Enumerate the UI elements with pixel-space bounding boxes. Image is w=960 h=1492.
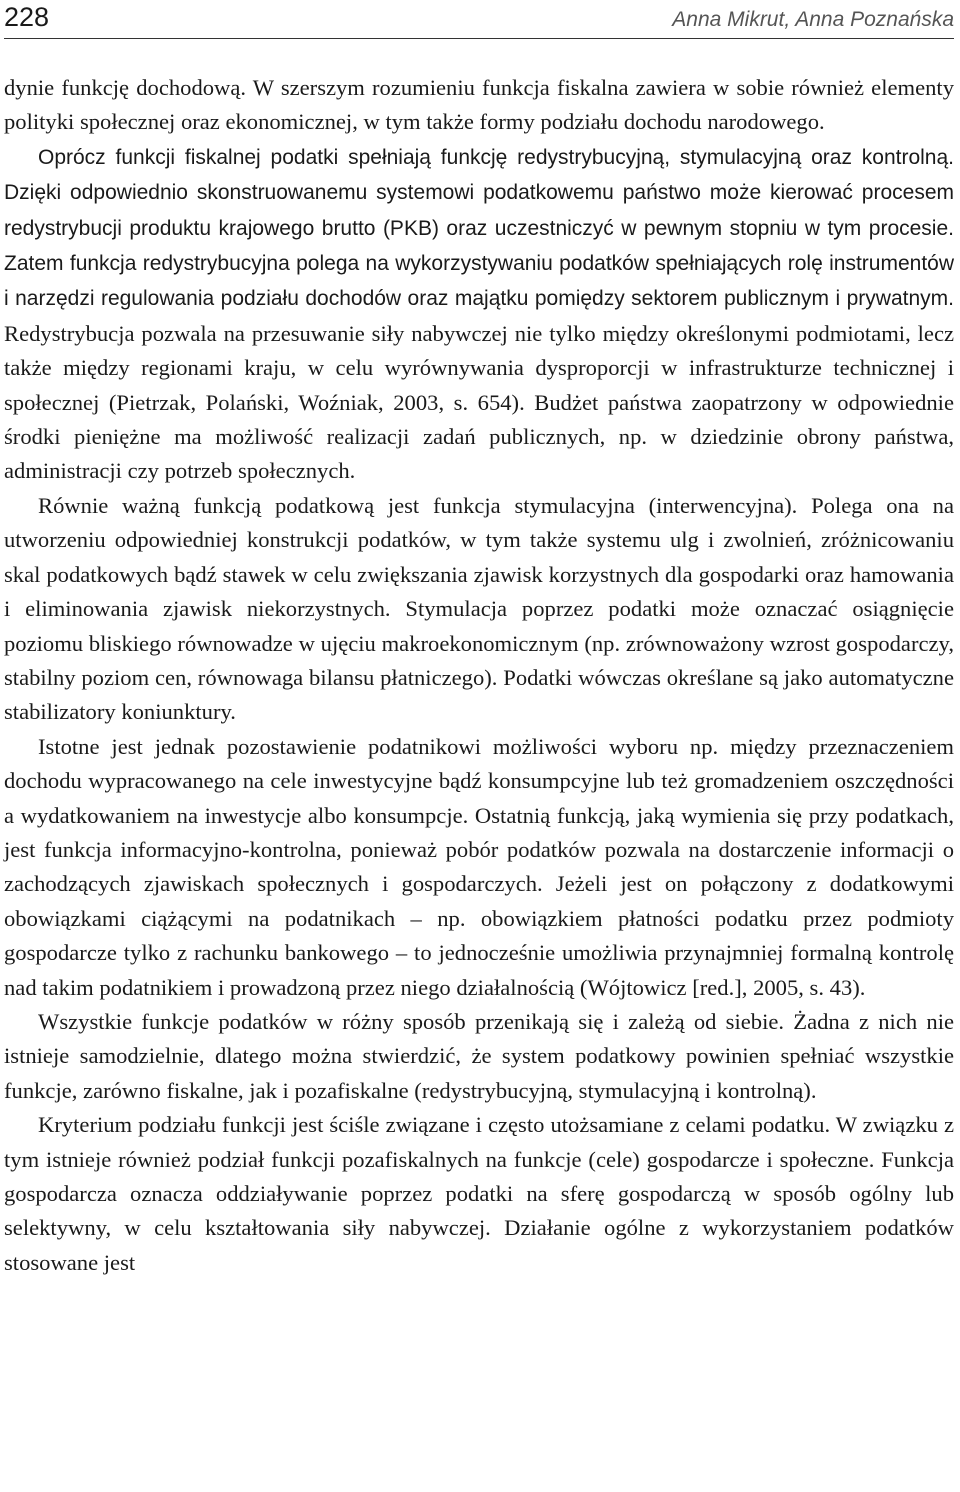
running-header-authors: Anna Mikrut, Anna Poznańska — [672, 8, 954, 31]
paragraph — [4, 140, 954, 489]
sentence: dynie funkcję dochodową. W szerszym rozumieniu funkcja fiskalna zawiera w sobie również elementy polityki społecznej oraz ekonomicznej, w tym także formy podziału dochodu narodowego. — [4, 75, 954, 135]
paragraph — [4, 1005, 954, 1108]
paragraph — [4, 71, 954, 140]
paragraph — [4, 730, 954, 1005]
sentence: Oprócz funkcji fiskalnej podatki spełniają funkcję redystrybucyjną, stymulacyjną oraz kontrolną. — [38, 145, 954, 169]
sentence: Zatem funkcja redystrybucyjna polega na wykorzystywaniu podatków spełniających rolę instrumentów i narzędzi regulowania podziału dochodów oraz majątku pomiędzy sektorem publicznym i prywatnym. — [4, 252, 954, 311]
page-number: 228 — [4, 2, 50, 32]
sentence: Istotne jest jednak pozostawienie podatnikowi możliwości wyboru np. między przeznaczeniem dochodu wypracowanego na cele inwestycyjne bądź konsumpcyjne lub też gromadzeniem oszczędności a wydatkowaniem na inwestycje albo konsumpcje. Ostatnią funkcją, jaką wymienia się przy podatkach, jest funkcja informacyjno-kontrolna, ponieważ pobór podatków pozwala na dostarczenie informacji o zachodzących zjawiskach społecznych i gospodarczych. Jeżeli jest on połączony z dodatkowymi obowiązkami ciążącymi na podatnikach – np. obowiązkiem płatności podatku przez podmioty gospodarcze tylko z rachunku bankowego – to jednocześnie umożliwia przynajmniej formalną kontrolę nad takim podatnikiem i prowadzoną przez niego działalnością (Wójtowicz [red.], 2005, s. 43). — [4, 733, 954, 1000]
sentence: Wszystkie funkcje podatków w różny sposób przenikają się i zależą od siebie. Żadna z nich nie istnieje samodzielnie, dlatego można stwierdzić, że system podatkowy powinien spełniać wszystkie funkcje, zarówno fiskalne, jak i pozafiskalne (redystrybucyjną, stymulacyjną i kontrolną). — [4, 1008, 954, 1103]
sentence: Dzięki odpowiednio skonstruowanemu systemowi podatkowemu państwo może kierować procesem redystrybucji produktu krajowego brutto (PKB) oraz uczestniczyć w pewnym stopniu w tym procesie. — [4, 181, 954, 240]
sentence: Redystrybucja pozwala na przesuwanie siły nabywczej nie tylko między określonymi podmiotami, lecz także między regionami kraju, w celu wyrównywania dysproporcji w infrastrukturze technicznej i społecznej (Pietrzak, Polański, Woźniak, 2003, s. 654). Budżet państwa zaopatrzony w odpowiednie środki pieniężne ma możliwość realizacji zadań publicznych, np. w dziedzinie obrony państwa, administracji czy potrzeb społecznych. — [4, 320, 954, 484]
paragraph — [4, 489, 954, 730]
sentence: Równie ważną funkcją podatkową jest funkcja stymulacyjna (interwencyjna). Polega ona na utworzeniu odpowiedniej konstrukcji podatków, w tym także systemu ulg i zwolnień, zróżnicowaniu skal podatkowych bądź stawek w celu zwiększania zjawisk korzystnych dla gospodarki oraz hamowania i eliminowania zjawisk niekorzystnych. Stymulacja poprzez podatki może oznaczać osiągnięcie poziomu bliskiego równowadze w ujęciu makroekonomicznym (np. zrównoważony wzrost gospodarczy, stabilny poziom cen, równowaga bilansu płatniczego). Podatki wówczas określane są jako automatyczne stabilizatory koniunktury. — [4, 492, 954, 725]
sentence: Kryterium podziału funkcji jest ściśle związane i często utożsamiane z celami podatku. W związku z tym istnieje również podział funkcji pozafiskalnych na funkcje (cele) gospodarcze i społeczne. Funkcja gospodarcza oznacza oddziaływanie poprzez podatki na sferę gospodarczą w sposób ogólny lub selektywny, w celu kształtowania siły nabywczej. Działanie ogólne z wykorzystaniem podatków stosowane jest — [4, 1112, 954, 1275]
body-text — [4, 71, 954, 1280]
paragraph — [4, 1108, 954, 1280]
running-header — [4, 0, 954, 39]
